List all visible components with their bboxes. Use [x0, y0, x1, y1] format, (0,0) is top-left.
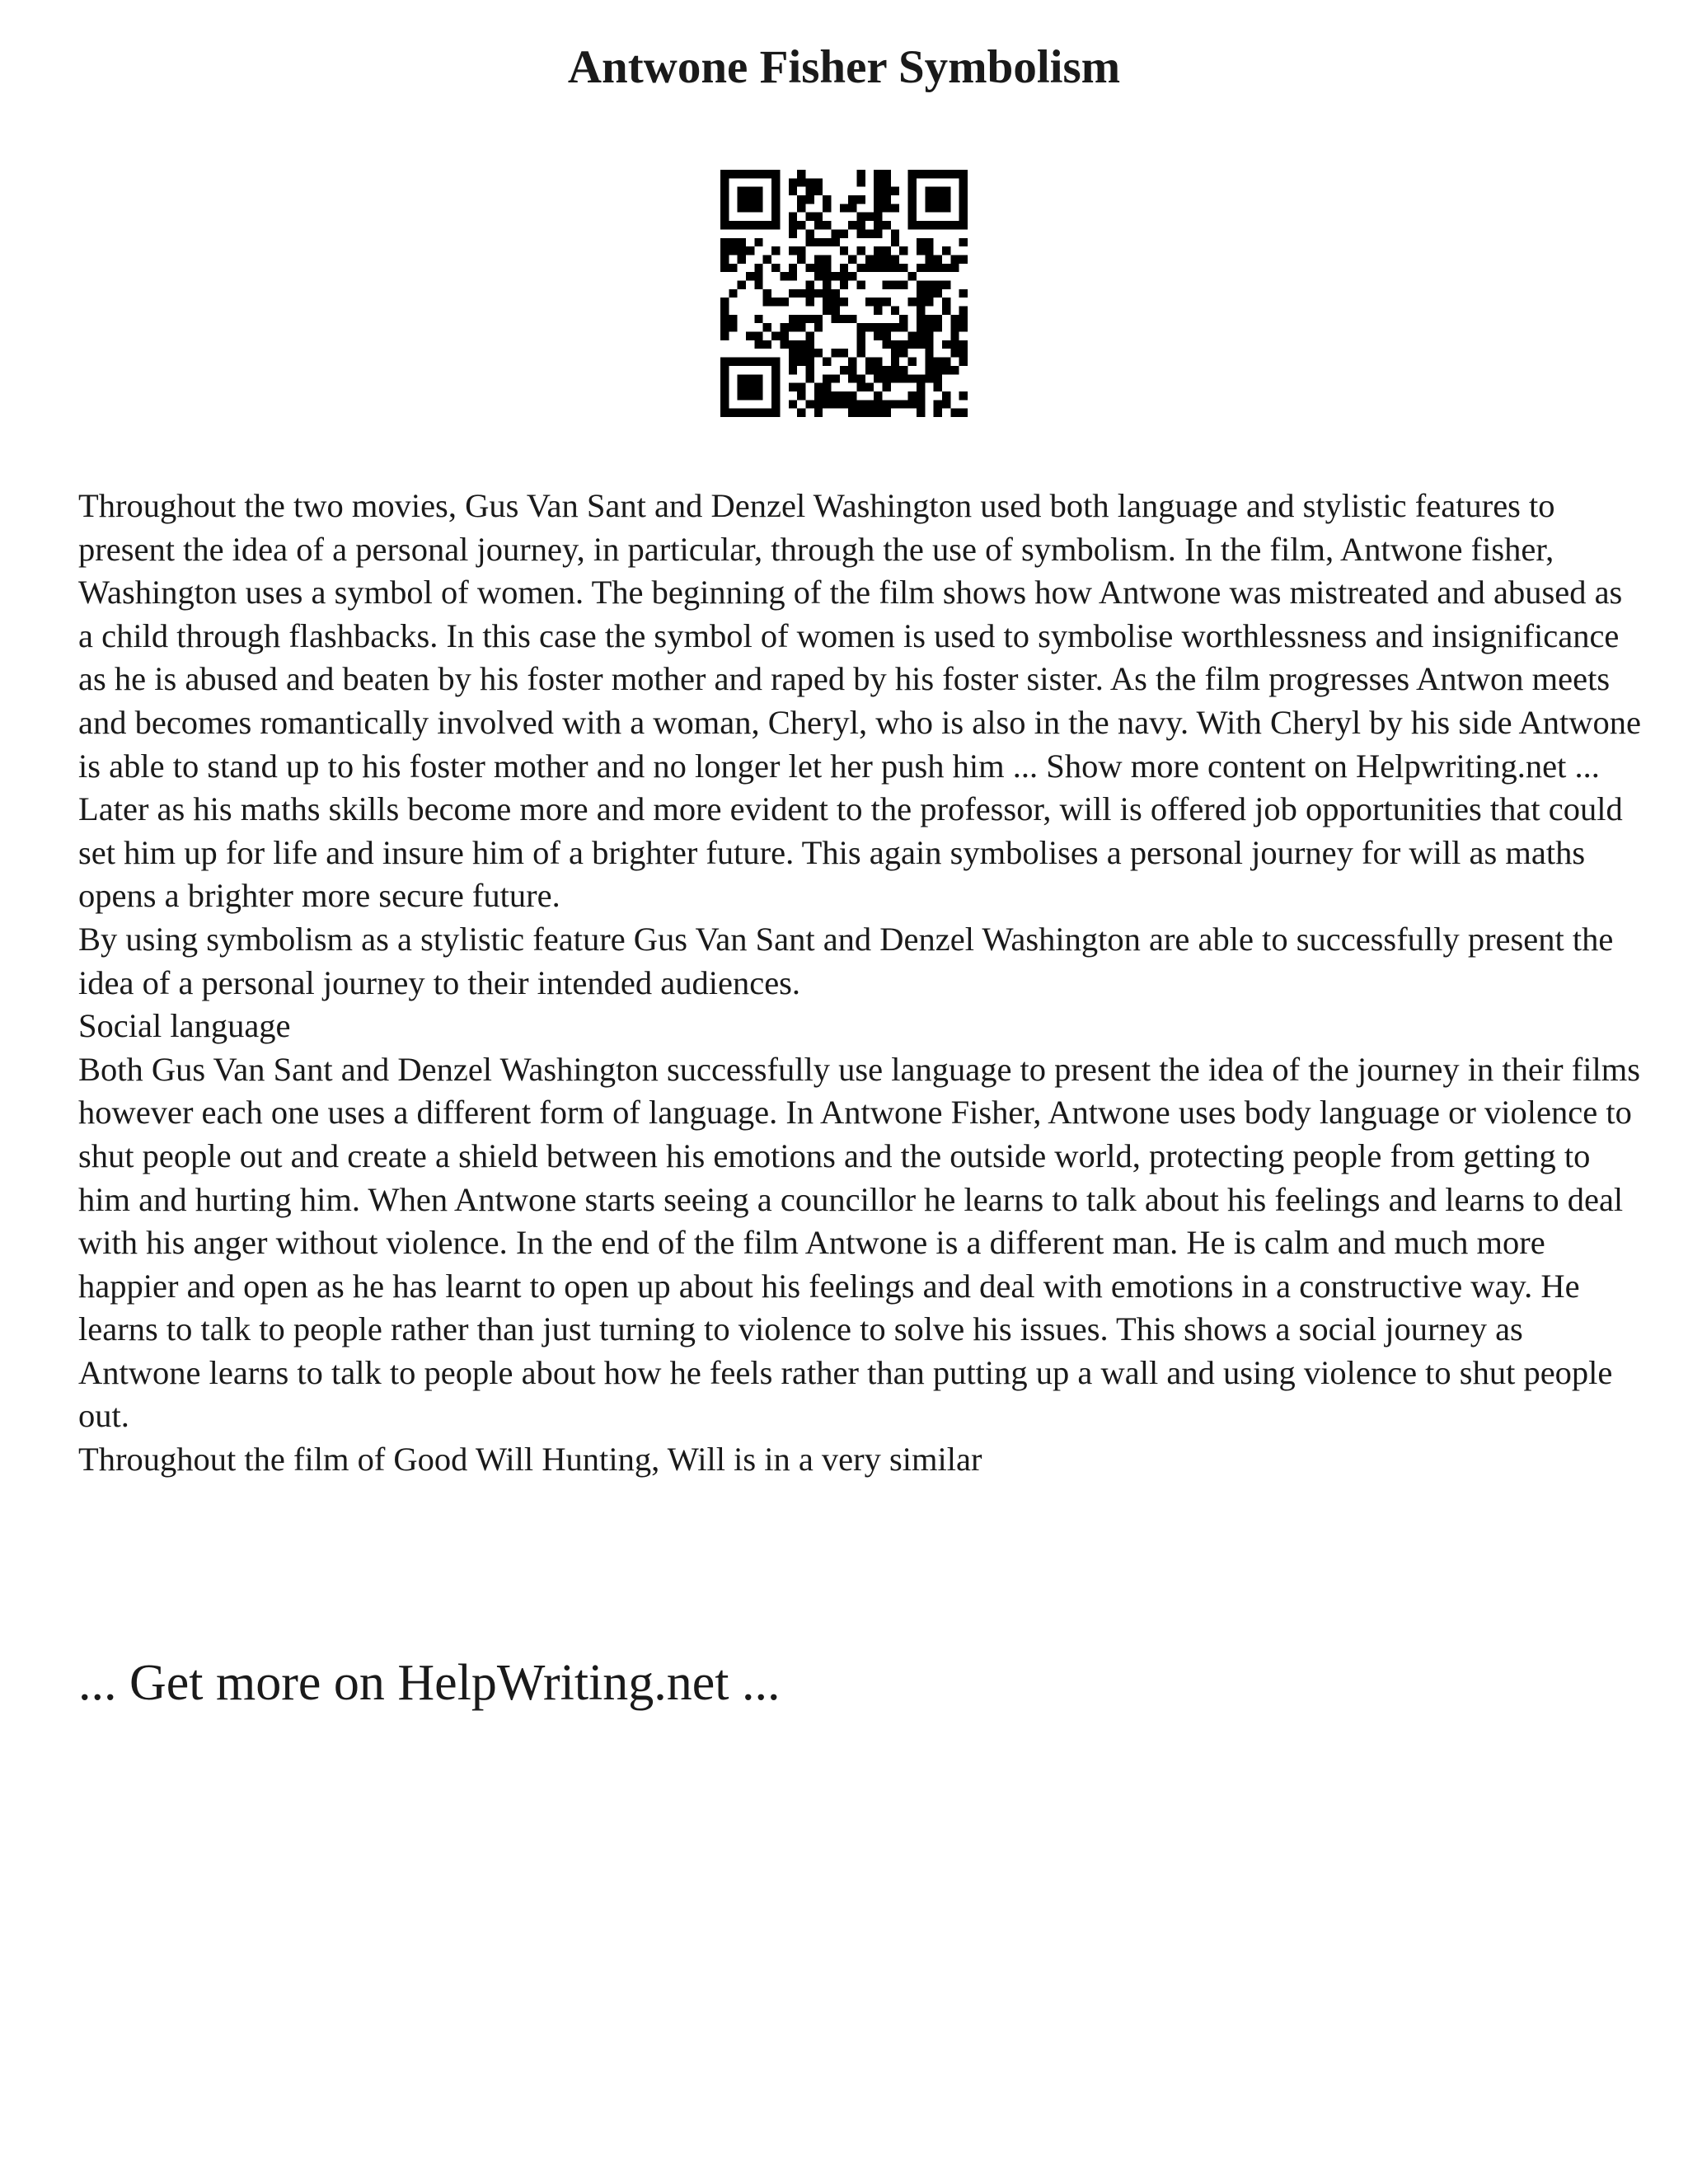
article-body	[78, 485, 1644, 1482]
document-title: Antwone Fisher Symbolism	[567, 41, 1121, 93]
paragraph: Both Gus Van Sant and Denzel Washington successfully use language to present the idea of the journey in their films however each one uses a different form of language. In Antwone Fisher, Antwone uses body language or violence to shut people out and create a shield between his emotions and the outside world, protecting people from getting to him and hurting him. When Antwone starts seeing a councillor he learns to talk about his feelings and learns to deal with his anger without violence. In the end of the film Antwone is a different man. He is calm and much more happier and open as he has learnt to open up about his feelings and deal with emotions in a constructive way. He learns to talk to people rather than just turning to violence to solve his issues. This shows a social journey as Antwone learns to talk to people about how he feels rather than putting up a wall and using violence to shut people out.	[78, 1050, 1640, 1435]
paragraph: By using symbolism as a stylistic feature Gus Van Sant and Denzel Washington are able to successfully present the idea of a personal journey to their intended audiences.	[78, 920, 1614, 1001]
qr-code-icon	[720, 170, 968, 417]
paragraph: Throughout the film of Good Will Hunting, Will is in a very similar	[78, 1441, 982, 1479]
paragraph: Later as his maths skills become more and more evident to the professor, will is offered job opportunities that could set him up for life and insure him of a brighter future. This again symbolises a personal journey for will as maths opens a brighter more secure future.	[78, 790, 1623, 915]
section-heading: Social language	[78, 1007, 291, 1045]
paragraph: Throughout the two movies, Gus Van Sant and Denzel Washington used both language and stylistic features to present the idea of a personal journey, in particular, through the use of symbolism. In the film, Antwone fisher, Washington uses a symbol of women. The beginning of the film shows how Antwone was mistreated and abused as a child through flashbacks. In this case the symbol of women is used to symbolise worthlessness and insignificance as he is abused and beaten by his foster mother and raped by his foster sister. As the film progresses Antwon meets and becomes romantically involved with a woman, Cheryl, who is also in the navy. With Cheryl by his side Antwone is able to stand up to his foster mother and no longer let her push him ... Show more content on Helpwriting.net ...	[78, 487, 1641, 785]
get-more-link[interactable]: ... Get more on HelpWriting.net ...	[78, 1655, 781, 1711]
